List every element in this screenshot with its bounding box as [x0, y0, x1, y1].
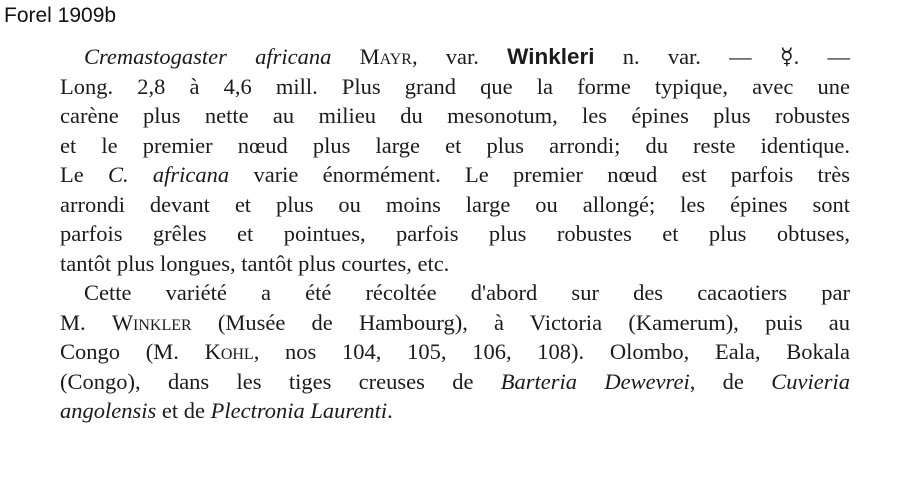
line-post: , nos 104, 105, 106, 108). Olombo, Eala, Bokala [253, 339, 851, 364]
line-pre: (Congo), dans les tiges creuses de [60, 368, 474, 394]
para2-line3 [60, 337, 850, 367]
collector-kohl: Kohl [204, 339, 254, 364]
para1-line1 [60, 42, 850, 72]
para2-line1: Cette variété a été récoltée d'abord sur des cacaotiers par [84, 280, 850, 305]
plant-barteria: Barteria Dewevrei [500, 368, 690, 394]
line-end: . [387, 398, 393, 423]
para1-line3: carène plus nette au milieu du mesonotum, les épines plus robustes [60, 103, 850, 128]
collector-winkler: Winkler [111, 309, 192, 335]
para1-line6: arrondi devant et plus ou moins large ou allongé; les épines sont [60, 191, 850, 217]
para2-line4 [60, 367, 850, 397]
plant-angolensis: angolensis [60, 398, 157, 423]
para2-line2 [60, 308, 850, 338]
plant-cuvieria: Cuvieria [771, 368, 850, 394]
var-label: , var. [411, 44, 479, 69]
line-pre: M. [60, 309, 86, 335]
variety-status: n. var. — ☿. — [622, 44, 851, 69]
line5-post: varie énormément. Le premier nœud est parfois très [253, 162, 851, 187]
line-mid: et de [161, 398, 205, 423]
line-mid: , de [689, 368, 744, 394]
line-pre: Congo (M. [60, 339, 179, 364]
page-header-title: Forel 1909b [4, 4, 117, 27]
author-name: Mayr [359, 44, 412, 69]
para1-line5 [60, 160, 850, 190]
line5-pre: Le [60, 162, 84, 187]
plant-plectronia: Plectronia Laurenti [210, 398, 388, 423]
para2-line5 [60, 396, 850, 426]
para1-line7: parfois grêles et pointues, parfois plus robustes et plus obtuses, [60, 221, 850, 246]
para1-line8: tantôt plus longues, tantôt plus courtes, etc. [60, 250, 450, 276]
para1-line2: Long. 2,8 à 4,6 mill. Plus grand que la forme typique, avec une [60, 73, 850, 99]
line-post: (Musée de Hambourg), à Victoria (Kamerum), puis au [217, 309, 850, 335]
species-name: Cremastogaster africana [84, 44, 332, 69]
text-block [60, 42, 850, 426]
para1-line4: et le premier nœud plus large et plus arrondi; du reste identique. [60, 132, 850, 158]
variety-name: Winkleri [507, 44, 595, 69]
species-abbrev: C. africana [108, 162, 230, 187]
